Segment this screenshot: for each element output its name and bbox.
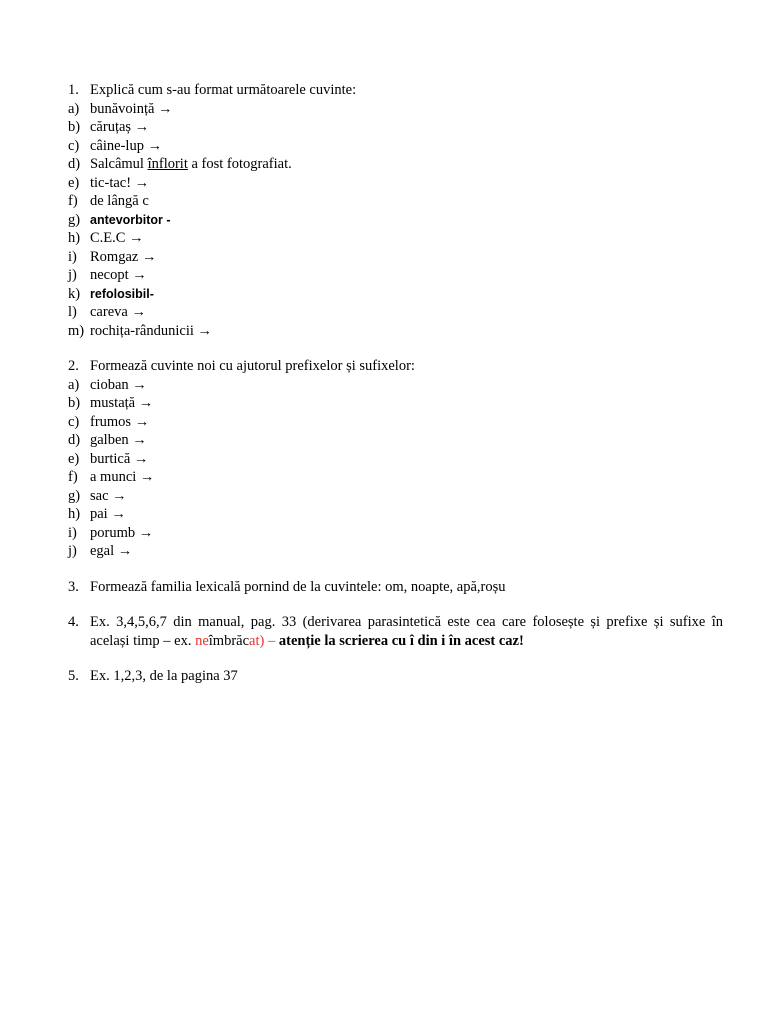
- item-marker: b): [68, 395, 81, 411]
- spacer: [68, 340, 723, 357]
- list-item: [68, 487, 723, 506]
- list-item: [68, 285, 723, 304]
- item-marker: f): [68, 469, 78, 485]
- item-text: refolosibil-: [90, 286, 154, 301]
- item-text: tic-tac! →: [90, 174, 150, 191]
- list-item: [68, 155, 723, 174]
- item-marker: d): [68, 432, 81, 448]
- item-marker: j): [68, 267, 77, 283]
- item-marker: i): [68, 248, 77, 265]
- list-item: [68, 192, 723, 211]
- highlighted-suffix: at: [249, 632, 260, 649]
- item-text: egal →: [90, 543, 133, 559]
- list-item: [68, 468, 723, 487]
- item-text: pai →: [90, 506, 126, 522]
- question-number: 1.: [68, 82, 79, 98]
- item-text: a munci →: [90, 469, 155, 485]
- spacer: [68, 596, 723, 613]
- question-text: [90, 613, 723, 632]
- item-text: C.E.C →: [90, 230, 144, 246]
- question-text-line-2: [90, 632, 723, 651]
- question-number: 4.: [68, 614, 79, 630]
- item-marker: g): [68, 211, 81, 228]
- item-text: bunăvoință →: [90, 100, 173, 117]
- item-text: porumb →: [90, 524, 154, 541]
- exercise-list: [68, 81, 723, 686]
- item-text-post: a fost fotografiat.: [187, 156, 292, 172]
- question-5: [68, 667, 723, 686]
- item-marker: m): [68, 322, 85, 339]
- text-segment: același timp – ex.: [90, 632, 196, 649]
- item-marker: c): [68, 413, 80, 430]
- item-text: antevorbitor -: [90, 212, 171, 227]
- question-3: [68, 578, 723, 597]
- question-1: [68, 81, 723, 100]
- item-text: Romgaz →: [90, 248, 157, 265]
- question-number: 3.: [68, 578, 79, 595]
- list-item: [68, 376, 723, 395]
- item-text: frumos →: [90, 413, 150, 430]
- question-text: Formează familia lexicală pornind de la cuvintele: om, noapte, apă,roșu: [90, 578, 506, 595]
- list-item: [68, 505, 723, 524]
- list-item: [68, 524, 723, 543]
- question-text: Formează cuvinte noi cu ajutorul prefixelor și sufixelor:: [90, 358, 415, 374]
- text-segment: îmbrăc: [208, 632, 250, 649]
- question-2: [68, 357, 723, 376]
- list-item: [68, 322, 723, 341]
- list-item: [68, 137, 723, 156]
- list-item: [68, 431, 723, 450]
- item-marker: h): [68, 506, 81, 522]
- item-marker: e): [68, 174, 80, 191]
- list-item: [68, 542, 723, 561]
- list-item: [68, 100, 723, 119]
- item-text: câine-lup →: [90, 137, 163, 154]
- underlined-word: înflorit: [147, 156, 188, 172]
- question-number: 5.: [68, 668, 79, 684]
- item-text: rochița-rândunicii →: [90, 322, 212, 339]
- item-marker: l): [68, 304, 77, 320]
- question-text: Ex. 1,2,3, de la pagina 37: [90, 668, 238, 684]
- question-4: [68, 613, 723, 650]
- item-text: [90, 155, 292, 174]
- question-number: 2.: [68, 358, 79, 374]
- item-marker: h): [68, 230, 81, 246]
- item-text: galben →: [90, 432, 147, 448]
- item-marker: b): [68, 119, 81, 135]
- item-marker: d): [68, 156, 81, 172]
- item-marker: f): [68, 193, 78, 209]
- list-item: [68, 450, 723, 469]
- list-item: [68, 211, 723, 230]
- question-text: Explică cum s-au format următoarele cuvinte:: [90, 82, 357, 98]
- question-text-line-1: Ex. 3,4,5,6,7 din manual, pag. 33 (derivarea parasintetică este cea care folosește și prefixe și sufixe în: [90, 614, 723, 630]
- item-text: căruțaș →: [90, 119, 150, 135]
- item-text: necopt →: [90, 267, 147, 283]
- spacer: [68, 561, 723, 578]
- highlighted-prefix: ne: [195, 632, 209, 649]
- item-text: cioban →: [90, 376, 147, 393]
- item-text: mustață →: [90, 395, 154, 411]
- spacer: [68, 650, 723, 667]
- item-marker: c): [68, 137, 80, 154]
- list-item: [68, 229, 723, 248]
- list-item: [68, 118, 723, 137]
- item-text: burtică →: [90, 450, 149, 467]
- item-marker: a): [68, 100, 80, 117]
- list-item: [68, 248, 723, 267]
- item-marker: i): [68, 524, 77, 541]
- item-marker: j): [68, 543, 77, 559]
- list-item: [68, 413, 723, 432]
- item-text: sac →: [90, 487, 127, 504]
- item-text: de lângă c: [90, 193, 149, 209]
- list-item: [68, 266, 723, 285]
- item-marker: a): [68, 376, 80, 393]
- item-text: careva →: [90, 304, 146, 320]
- item-marker: g): [68, 487, 81, 504]
- item-marker: e): [68, 450, 80, 467]
- item-marker: k): [68, 285, 81, 302]
- list-item: [68, 174, 723, 193]
- list-item: [68, 303, 723, 322]
- bold-note: atenție la scrierea cu î din i în acest caz!: [278, 632, 524, 649]
- text-segment: ) –: [259, 632, 279, 649]
- item-text-pre: Salcâmul: [90, 156, 148, 172]
- list-item: [68, 394, 723, 413]
